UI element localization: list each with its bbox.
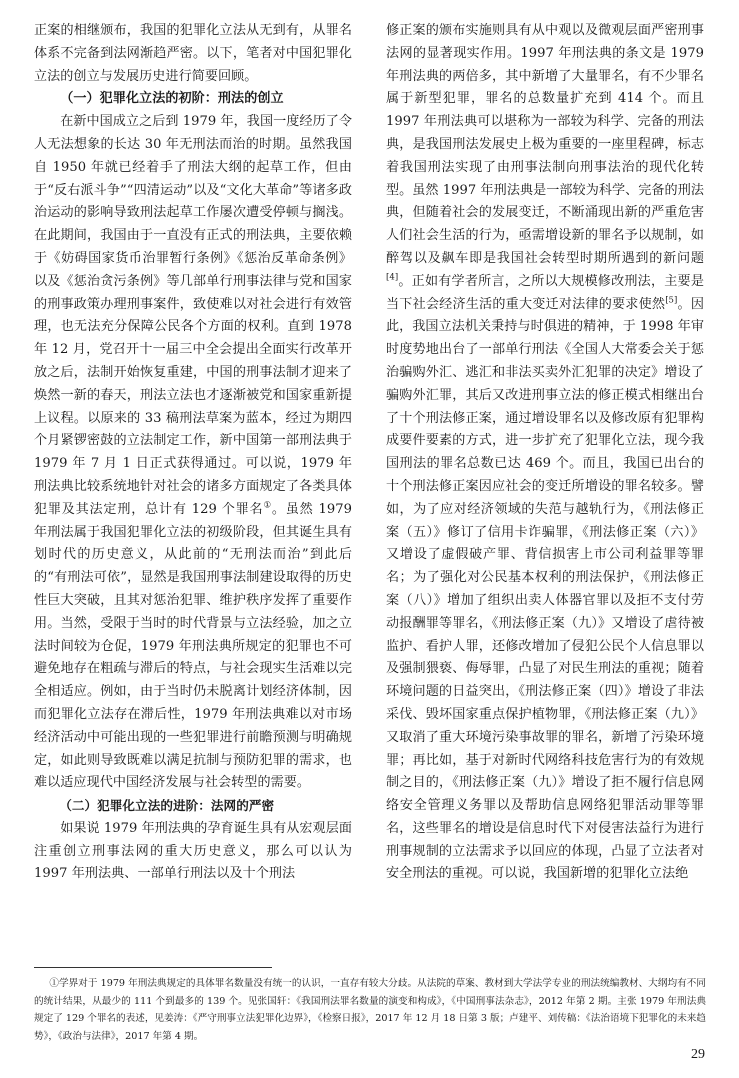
- paragraph-text: 修正案的颁布实施则具有从中观以及微观层面严密刑事法网的显著现实作用。1997 年刑法典的条文是 1979 年刑法典的两倍多，其中新增了大量罪名，有不少罪名属于新型犯罪，罪名的总数量扩充到 414 个。而且 1997 年刑法典可以堪称为一部较为科学、完备的刑法典，是我国刑法发展史上极为重要的一座里程碑，标志着我国刑法实现了由刑事法制向刑事法治的现代化转型。虽然 1997 年刑法典是一部较为科学、完备的刑法典，但随着社会的发展变迁，不断涌现出新的严重危害人们社会生活的行为，亟需增设新的罪名予以规制，如醉驾以及飙车即是我国社会转型时期所遇到的新问题: [386, 23, 704, 266]
- footnote-text: 学界对于 1979 年刑法典规定的具体罪名数量没有统一的认识，一直存有较大分歧。从法院的草案、教材到大学法学专业的刑法统编教材、大纲均有不同的统计结果，从最少的 111 个到最多的 139 个。见张国轩：《我国刑法罪名数量的演变和构成》，《中国刑事法杂志》，2012 年第 2 期。主张 1979 年刑法典规定了 129 个罪名的表述，见姜涛：《严守刑事立法犯罪化边界》，《检察日报》，2017 年 12 月 18 日第 3 版；卢建平、刘传稿：《法治语境下犯罪化的未来趋势》，《政治与法律》，2017 年第 4 期。: [34, 978, 707, 1042]
- paragraph-amendments: [386, 20, 704, 886]
- section-heading-1: （一）犯罪化立法的初阶：刑法的创立: [60, 91, 284, 107]
- paragraph-section-2-start: 如果说 1979 年刑法典的孕育诞生具有从宏观层面注重创立刑事法网的重大历史意义，那么可以认为 1997 年刑法典、一部单行刑法以及十个刑法: [34, 820, 352, 882]
- paragraph-intro-continued: 正案的相继颁布，我国的犯罪化立法从无到有，从罪名体系不完备到法网渐趋严密。以下，笔者对中国犯罪化立法的创立与发展历史进行简要回顾。: [34, 23, 352, 84]
- paragraph-text: 。因此，我国立法机关秉持与时俱进的精神，于 1998 年审时度势地出台了一部单行刑法《全国人大常委会关于惩治骗购外汇、逃汇和非法买卖外汇犯罪的决定》增设了骗购外汇罪，其后又改进刑事立法的修正模式相继出台了十个刑法修正案，通过增设罪名以及修改原有犯罪构成要件要素的方式，进一步扩充了犯罪化立法，现今我国刑法的罪名总数已达 469 个。而且，我国已出台的十个刑法修正案因应社会的变迁所增设的罪名较多。譬如，为了应对经济领域的失范与越轨行为，《刑法修正案（五）》修订了信用卡诈骗罪，《刑法修正案（六）》又增设了虚假破产罪、背信损害上市公司利益罪等罪名；为了强化对公民基本权利的刑法保护，《刑法修正案（八）》增加了组织出卖人体器官罪以及拒不支付劳动报酬罪等罪名，《刑法修正案（九）》又增设了虐待被监护、看护人罪，还修改增加了侵犯公民个人信息罪以及强制猥亵、侮辱罪，凸显了对民生刑法的重视；随着环境问题的日益突出，《刑法修正案（四）》增设了非法采伐、毁坏国家重点保护植物罪，《刑法修正案（九）》又取消了重大环境污染事故罪的罪名，新增了污染环境罪；再比如，基于对新时代网络科技危害行为的有效规制之目的，《刑法修正案（九）》增设了拒不履行信息网络安全管理义务罪以及帮助信息网络犯罪活动罪等罪名，这些罪名的增设是信息时代下对侵害法益行为进行刑事规制的立法需求予以回应的体现，凸显了立法者对安全刑法的重视。可以说，我国新增的犯罪化立法绝: [386, 296, 704, 882]
- page-number: 29: [691, 1047, 705, 1062]
- footnote-marker[interactable]: ①: [263, 500, 272, 511]
- section-heading-2: （二）犯罪化立法的进阶：法网的严密: [59, 798, 275, 814]
- paragraph-text: 在新中国成立之后到 1979 年，我国一度经历了令人无法想象的长达 30 年无刑法而治的时期。虽然我国自 1950 年就已经着手了刑法大纲的起草工作，但由于“反右派斗争”“四清运动”以及“文化大革命”等诸多政治运动的影响导致刑法起草工作屡次遭受停顿与搁浅。在此期间，我国由于一直没有正式的刑法典，主要依赖于《妨碍国家货币治罪暂行条例》《惩治反革命条例》以及《惩治贪污条例》等几部单行刑事法律与党和国家的刑事政策办理刑事案件，致使难以对社会进行有效管理，也无法充分保障公民各个方面的权利。直到 1978 年 12 月，党召开十一届三中全会提出全面实行改革开放之后，法制开始恢复重建，中国的刑事法制才迎来了焕然一新的春天，刑法立法也才逐渐被党和国家重新提上议程。以原来的 33 稿刑法草案为蓝本，经过为期四个月紧锣密鼓的立法制定工作，新中国第一部刑法典于 1979 年 7 月 1 日正式获得通过。可以说，1979 年刑法典比较系统地针对社会的诸多方面规定了各类具体犯罪及其法定刑，总计有 129 个罪名: [34, 114, 352, 517]
- right-column: [386, 20, 704, 886]
- footnote-mark: ①: [49, 978, 59, 989]
- footnote: [34, 975, 706, 1045]
- left-column: [34, 20, 352, 886]
- citation-marker[interactable]: [5]: [665, 295, 678, 306]
- footnote-divider: [34, 967, 272, 968]
- paragraph-criminal-law-creation: [34, 111, 352, 795]
- paragraph-text: 。虽然 1979 年刑法属于我国犯罪化立法的初级阶段，但其诞生具有划时代的历史意义，从此前的“无刑法而治”到此后的“有刑法可依”，显然是我国刑事法制建设取得的历史性巨大突破，且其对惩治犯罪、维护秩序发挥了重要作用。当然，受限于当时的时代背景与立法经验，加之立法时间较为仓促，1979 年刑法典所规定的犯罪也不可避免地存在粗疏与滞后的特点，与社会现实生活难以完全相适应。例如，由于当时仍未脱离计划经济体制，因而犯罪化立法存在滞后性，1979 年刑法典难以对市场经济活动中可能出现的一些犯罪进行前瞻预测与明确规定，如此则导致既难以满足抗制与预防犯罪的需求，也难以适应现代中国经济发展与社会转型的需要。: [34, 501, 353, 791]
- paragraph-text: 。正如有学者所言，之所以大规模修改刑法，主要是当下社会经济生活的重大变迁对法律的要求使然: [386, 273, 704, 312]
- citation-marker[interactable]: [4]: [386, 272, 399, 283]
